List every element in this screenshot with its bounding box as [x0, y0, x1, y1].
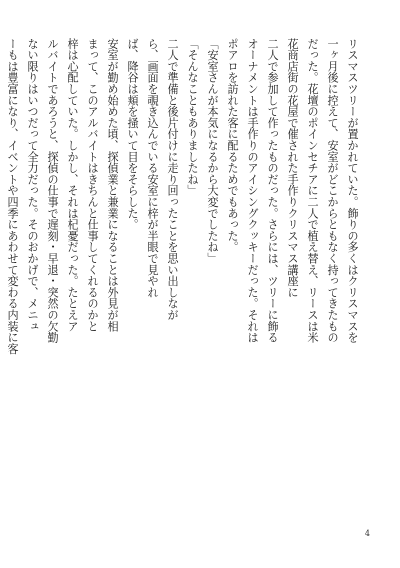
dialogue-paragraph: 「安室さんが本気になるから大変でしたね」 [206, 38, 219, 264]
paragraph: 安室が勤め始めた頃、探偵業と兼業になることは外見が相 まって、このアルバイトはきちんと仕事してくれるのかと 梓は心配していた。しかし、それは杞憂だった。たとえア ルバイトであろうと、探偵の仕事で遅刻・早退・突然の欠勤 ない限りはいつだって全力だった。そのおかげで、メニュ ーもは豊富になり、イベントや四季にあわせて変わる内装に客 [6, 38, 119, 355]
paragraph: リスマスツリーが置かれていた。飾りの多くはクリスマスを 一ヶ月後に控えて、安室がどこからともなく持ってきたもの だった。花壇のポインセチアに二人で植え替え、リースは米 花商店街の花屋で催された手作りクリスマス講座に 二人で参加して作ったものだった。さらには、ツリーに飾る オーナメントは手作りのアイシングクッキーだった。それは ポアロを訪れた客に配るためでもあった。 [226, 38, 359, 344]
dialogue-paragraph: 「そんなこともありましたね」 [186, 38, 199, 197]
text-columns [6, 38, 362, 524]
paragraph: 二人で準備と後片付けに走り回ったことを思い出しなが ら、画面を覗き込んでいる安室に梓が半眼で見やれ ば、降谷は頬を掻いて目をそらした。 [126, 38, 179, 321]
vertical-text-area [6, 38, 362, 524]
page-number: 4 [364, 529, 370, 538]
